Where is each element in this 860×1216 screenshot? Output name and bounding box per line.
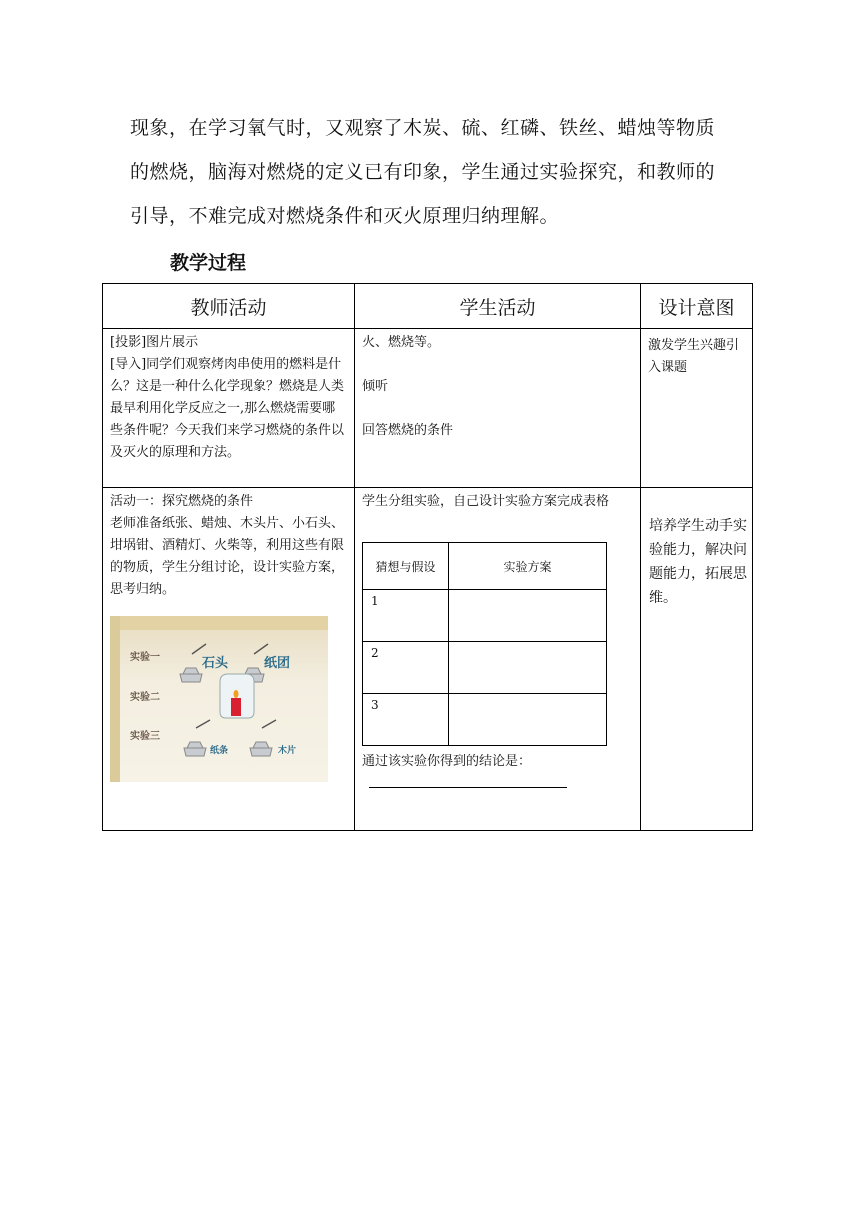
plan-cell-empty: [449, 590, 607, 642]
student-text: 火、燃烧等。: [362, 335, 441, 350]
header-student: 学生活动: [355, 284, 641, 329]
intent-cell: [641, 488, 753, 831]
paper-ball-label: 纸团: [264, 656, 291, 671]
exp1-label: 实验一: [130, 652, 160, 663]
intro-line-1: 现象，在学习氧气时，又观察了木炭、硫、红磷、铁丝、蜡烛等物质: [130, 117, 716, 139]
plan-cell-empty: [449, 642, 607, 694]
plan-header-method: 实验方案: [449, 543, 607, 590]
table-row: [103, 329, 753, 488]
conclusion-prompt: 通过该实验你得到的结论是：: [362, 754, 532, 769]
student-text: 回答燃烧的条件: [362, 423, 454, 438]
header-teacher: 教师活动: [103, 284, 355, 329]
section-title: 教学过程: [170, 252, 247, 274]
activity-title: 活动一：探究燃烧的条件: [110, 494, 254, 509]
intro-line-2: 的燃烧，脑海对燃烧的定义已有印象，学生通过实验探究，和教师的: [130, 161, 716, 183]
wood-label: 木片: [278, 746, 297, 756]
plan-row-number: 1: [363, 590, 449, 642]
apparatus-drawing: [110, 616, 328, 782]
table-row: [103, 488, 753, 831]
plan-row-number: 3: [363, 694, 449, 746]
intro-line-3: 引导，不难完成对燃烧条件和灭火原理归纳理解。: [130, 205, 560, 227]
teacher-text: 老师准备纸张、蜡烛、木头片、小石头、坩埚钳、酒精灯、火柴等，利用这些有限的物质，学生分组讨论，设计实验方案，思考归纳。: [110, 516, 345, 597]
plan-row-number: 2: [363, 642, 449, 694]
table-header-row: [103, 284, 753, 329]
teacher-text: [导入]同学们观察烤肉串使用的燃料是什么？这是一种什么化学现象？燃烧是人类最早利用化学反应之一,那么燃烧需要哪些条件呢？今天我们来学习燃烧的条件以及灭火的原理和方法。: [110, 357, 345, 460]
plan-cell-empty: [449, 694, 607, 746]
intent-text: 激发学生兴趣引入课题: [648, 338, 740, 375]
paper-strip-label: 纸条: [210, 746, 229, 756]
exp2-label: 实验二: [130, 692, 160, 703]
experiment-plan-table: [362, 542, 607, 746]
teacher-text: [投影]图片展示: [110, 335, 199, 350]
plan-row: [363, 642, 607, 694]
teacher-cell: [103, 329, 355, 488]
header-intent: 设计意图: [641, 284, 753, 329]
plan-row: [363, 590, 607, 642]
plan-row: [363, 694, 607, 746]
teacher-cell: [103, 488, 355, 831]
student-text: 学生分组实验，自己设计实验方案完成表格: [362, 494, 610, 509]
student-cell: [355, 488, 641, 831]
plan-header-hypothesis: 猜想与假设: [363, 543, 449, 590]
student-cell: [355, 329, 641, 488]
intent-text: 培养学生动手实验能力，解决问题能力，拓展思维。: [649, 518, 747, 606]
conclusion-blank-line: [369, 769, 567, 788]
student-text: 倾听: [362, 379, 389, 394]
teaching-process-table: [102, 283, 753, 831]
intent-cell: [641, 329, 753, 488]
intro-paragraph: [130, 106, 740, 238]
exp3-label: 实验三: [130, 731, 160, 742]
stone-label: 石头: [202, 656, 229, 671]
experiment-illustration: [110, 616, 328, 782]
